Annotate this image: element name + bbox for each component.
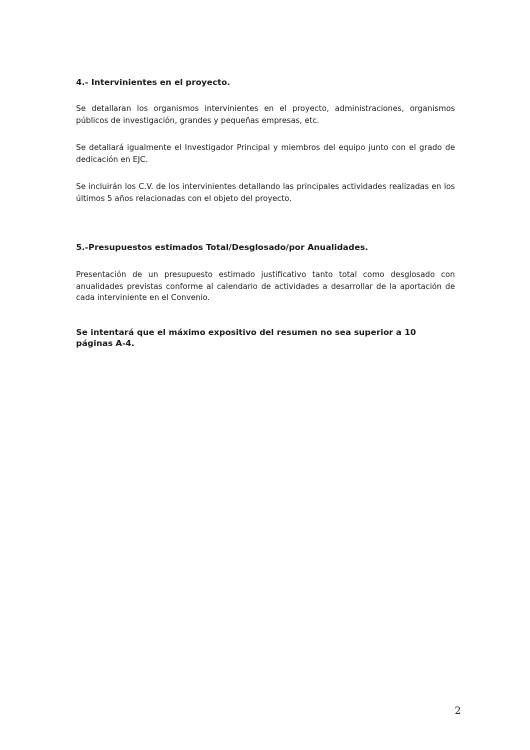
- page-content: [76, 77, 455, 350]
- section-4-paragraph-cv: Se incluirán los C.V. de los intervinientes detallando las principales actividades realizadas en los últimos 5 años relacionadas con el objeto del proyecto.: [76, 182, 455, 203]
- section-4-paragraph-investigador: Se detallará igualmente el Investigador Principal y miembros del equipo junto con el grado de dedicación en EJC.: [76, 143, 455, 164]
- section-4-heading: 4.- Intervinientes en el proyecto.: [76, 77, 231, 87]
- section-4-paragraph-organismos: Se detallaran los organismos intervinientes en el proyecto, administraciones, organismos públicos de investigación, grandes y pequeñas empresas, etc.: [76, 104, 455, 125]
- page-number: 2: [454, 706, 461, 717]
- section-5-heading: 5.-Presupuestos estimados Total/Desglosado/por Anualidades.: [76, 242, 369, 252]
- page-limit-note: Se intentará que el máximo expositivo del resumen no sea superior a 10 páginas A-4.: [76, 326, 417, 348]
- section-5-paragraph-presupuesto: Presentación de un presupuesto estimado justificativo tanto total como desglosado con anualidades previstas conforme al calendario de actividades a desarrollar de la aportación de cada interviniente en el Convenio.: [76, 270, 455, 302]
